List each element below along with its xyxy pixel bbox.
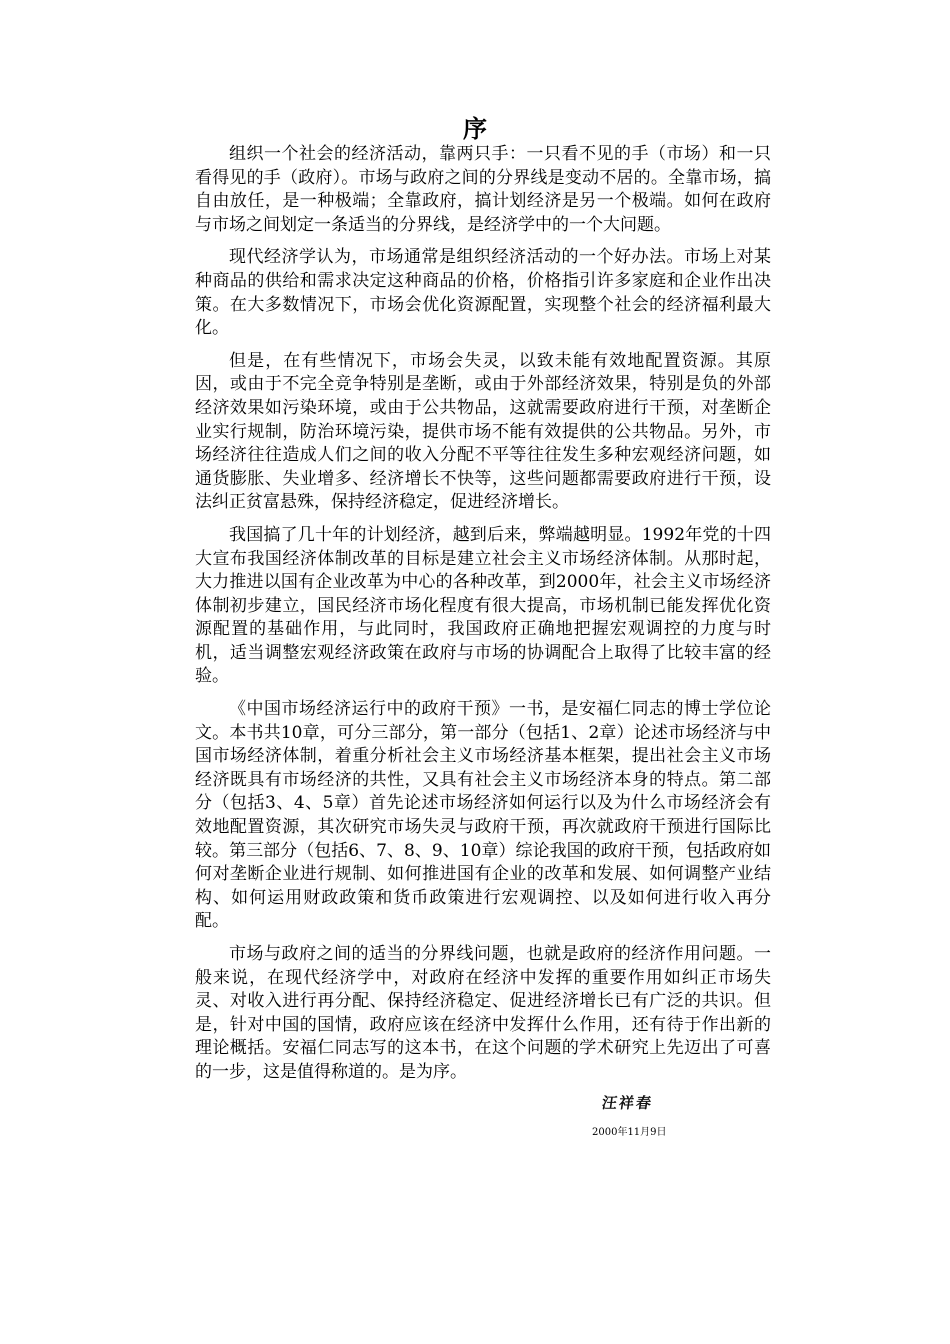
paragraph-5: 《中国市场经济运行中的政府干预》一书，是安福仁同志的博士学位论文。本书共10章，可分三部分，第一部分（包括1、2章）论述市场经济与中国市场经济体制，着重分析社会主义市场经济基本框架，提出社会主义市场经济既具有市场经济的共性，又具有社会主义市场经济本身的特点。第二部分（包括3、4、5章）首先论述市场经济如何运行以及为什么市场经济会有效地配置资源，其次研究市场失灵与政府干预，再次就政府干预进行国际比较。第三部分（包括6、7、8、9、10章）综论我国的政府干预，包括政府如何对垄断企业进行规制、如何推进国有企业的改革和发展、如何调整产业结构、如何运用财政政策和货币政策进行宏观调控、以及如何进行收入再分配。 [195, 699, 771, 932]
page-title: 序 [463, 115, 487, 143]
author-signature: 汪祥春 [600, 1094, 655, 1112]
paragraph-1: 组织一个社会的经济活动，靠两只手：一只看不见的手（市场）和一只看得见的手（政府）。市场与政府之间的分界线是变动不居的。全靠市场，搞自由放任，是一种极端；全靠政府，搞计划经济是另一个极端。如何在政府与市场之间划定一条适当的分界线，是经济学中的一个大问题。 [195, 144, 771, 235]
paragraph-3: 但是，在有些情况下，市场会失灵，以致未能有效地配置资源。其原因，或由于不完全竞争特别是垄断，或由于外部经济效果，特别是负的外部经济效果如污染环境，或由于公共物品，这就需要政府进行干预，对垄断企业实行规制，防治环境污染，提供市场不能有效提供的公共物品。另外，市场经济往往造成人们之间的收入分配不平等往往发生多种宏观经济问题，如通货膨胀、失业增多、经济增长不快等，这些问题都需要政府进行干预，设法纠正贫富悬殊，保持经济稳定，促进经济增长。 [195, 350, 771, 513]
paragraph-2: 现代经济学认为，市场通常是组织经济活动的一个好办法。市场上对某种商品的供给和需求决定这种商品的价格，价格指引许多家庭和企业作出决策。在大多数情况下，市场会优化资源配置，实现整个社会的经济福利最大化。 [195, 247, 771, 339]
paragraph-4: 我国搞了几十年的计划经济，越到后来，弊端越明显。1992年党的十四大宣布我国经济体制改革的目标是建立社会主义市场经济体制。从那时起，大力推进以国有企业改革为中心的各种改革，到2000年，社会主义市场经济体制初步建立，国民经济市场化程度有很大提高，市场机制已能发挥优化资源配置的基础作用，与此同时，我国政府正确地把握宏观调控的力度与时机，适当调整宏观经济政策在政府与市场的协调配合上取得了比较丰富的经验。 [195, 524, 771, 687]
paragraph-6: 市场与政府之间的适当的分界线问题，也就是政府的经济作用问题。一般来说，在现代经济学中，对政府在经济中发挥的重要作用如纠正市场失灵、对收入进行再分配、保持经济稳定、促进经济增长已有广泛的共识。但是，针对中国的国情，政府应该在经济中发挥什么作用，还有待于作出新的理论概括。安福仁同志写的这本书，在这个问题的学术研究上先迈出了可喜的一步，这是值得称道的。是为序。 [195, 944, 771, 1082]
signature-date: 2000年11月9日 [592, 1127, 667, 1138]
preface-body [195, 143, 771, 1094]
